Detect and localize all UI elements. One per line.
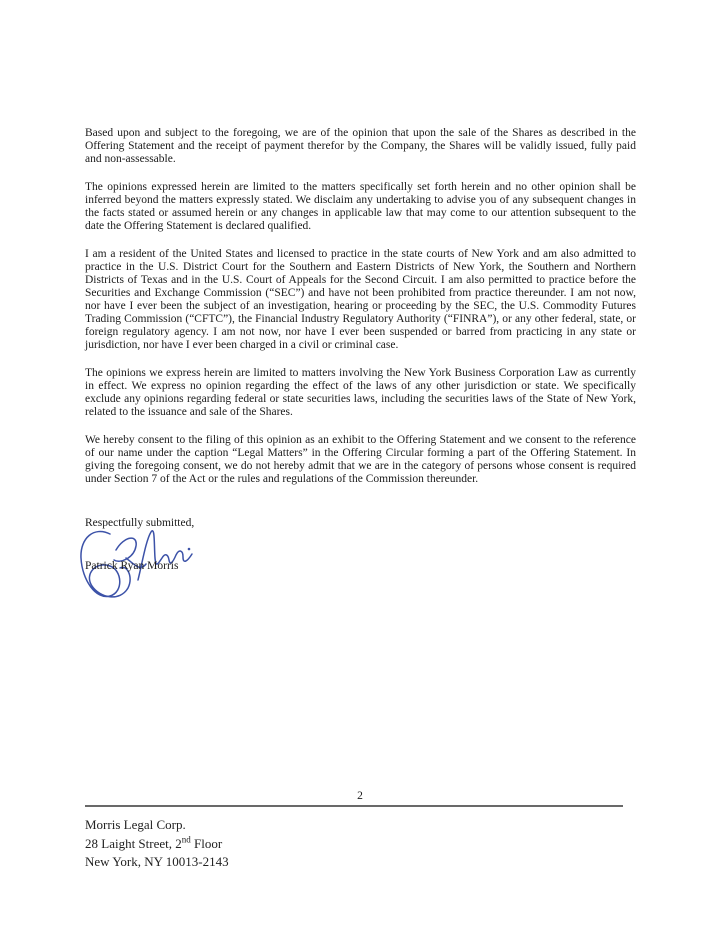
page-number: 2: [357, 790, 363, 802]
body-paragraph: Based upon and subject to the foregoing, we are of the opinion that upon the sale of the Shares as described in the Offering Statement and the receipt of payment therefor by the Company, the Shares will be validly issued, fully paid and non-assessable.: [85, 127, 636, 165]
body-paragraph: The opinions expressed herein are limited to the matters specifically set forth herein and no other opinion shall be inferred beyond the matters expressly stated. We disclaim any undertaking to advise you of any subsequent changes in the facts stated or assumed herein or any changes in applicable law that may come to our attention subsequent to the date the Offering Statement is declared qualified.: [85, 181, 636, 232]
footer-street-suffix: Floor: [190, 835, 223, 851]
footer-street-line: [85, 835, 229, 854]
footer-city-line: New York, NY 10013-2143: [85, 854, 229, 869]
footer-street-ordinal: nd: [181, 834, 191, 845]
footer-street-prefix: 28 Laight Street, 2: [85, 835, 182, 851]
footer-address-block: [85, 816, 229, 872]
footer-firm-name: Morris Legal Corp.: [85, 817, 186, 832]
closing-salutation: Respectfully submitted,: [85, 517, 195, 529]
letter-body: [85, 127, 636, 501]
signer-name: Patrick Ryan Morris: [85, 560, 179, 572]
body-paragraph: I am a resident of the United States and licensed to practice in the state courts of New York and am also admitted to practice in the U.S. District Court for the Southern and Eastern Districts of New York, the Southern and Northern Districts of Texas and in the U.S. Court of Appeals for the Second Circuit. I am also permitted to practice before the Securities and Exchange Commission (“SEC”) and have not been prohibited from practice thereunder. I am not now, nor have I ever been the subject of an investigation, hearing or proceeding by the SEC, the U.S. Commodity Futures Trading Commission (“CFTC”), the Financial Industry Regulatory Authority (“FINRA”), or any other federal, state, or foreign regulatory agency. I am not now, nor have I ever been suspended or barred from practicing in any state or jurisdiction, nor have I ever been charged in a civil or criminal case.: [85, 248, 636, 351]
body-paragraph: We hereby consent to the filing of this opinion as an exhibit to the Offering Statement and we consent to the reference of our name under the caption “Legal Matters” in the Offering Circular forming a part of the Offering Statement. In giving the foregoing consent, we do not hereby admit that we are in the category of persons whose consent is required under Section 7 of the Act or the rules and regulations of the Commission thereunder.: [85, 434, 636, 485]
footer-divider-rule: [85, 805, 623, 807]
body-paragraph: The opinions we express herein are limited to matters involving the New York Business Corporation Law as currently in effect. We express no opinion regarding the effect of the laws of any other jurisdiction or state. We specifically exclude any opinions regarding federal or state securities laws, including the securities laws of the State of New York, related to the issuance and sale of the Shares.: [85, 367, 636, 418]
